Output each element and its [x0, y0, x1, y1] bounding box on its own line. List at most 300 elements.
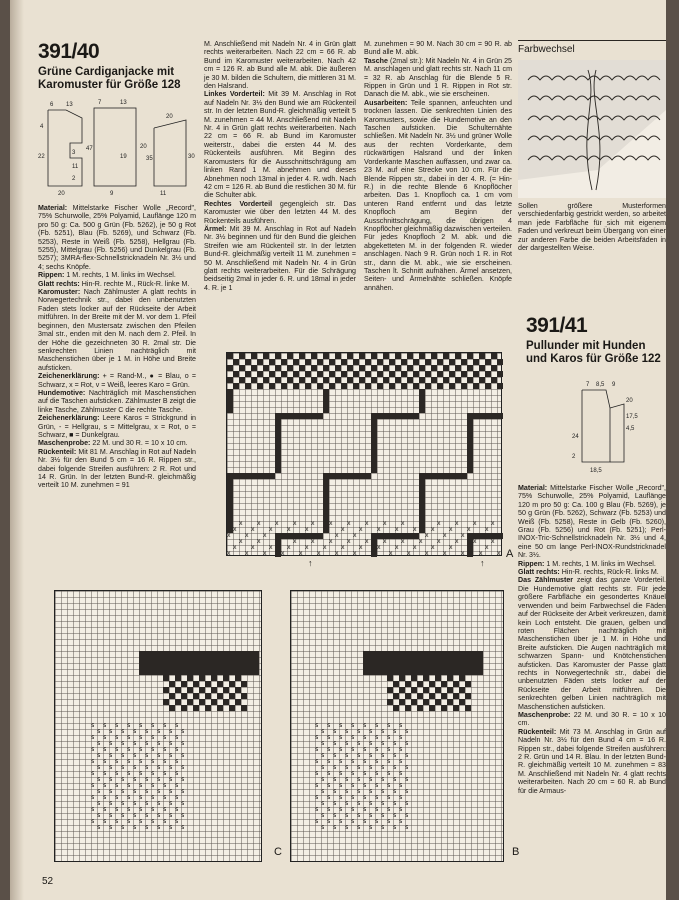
chart-cell-symbol: x [239, 538, 243, 545]
paragraph-heading: Ärmel: [204, 224, 227, 233]
chart-cell-symbol: s [115, 770, 119, 777]
chart-cell-symbol: s [405, 752, 409, 759]
chart-cell-symbol: x [467, 526, 471, 533]
chart-cell-symbol: s [399, 806, 403, 813]
chart-cell-symbol: s [157, 800, 161, 807]
chart-cell-symbol: s [375, 758, 379, 765]
chart-cell-symbol: x [287, 544, 291, 551]
chart-cell-symbol: s [127, 770, 131, 777]
chart-cell-symbol: s [339, 794, 343, 801]
chart-cell-symbol: s [381, 812, 385, 819]
chart-cell-symbol: x [449, 544, 453, 551]
chart-cell-symbol: s [91, 794, 95, 801]
paragraph-text: gegengleich str. Das Karomuster wie über den letzten 44 M. des Rückenteils ausführen. [204, 199, 356, 225]
chart-cell-symbol: s [115, 806, 119, 813]
chart-cell-symbol: x [485, 526, 489, 533]
chart-cell-symbol: s [393, 776, 397, 783]
chart-cell-symbol: s [163, 794, 167, 801]
chart-cell-symbol: s [399, 758, 403, 765]
chart-cell-filled [465, 705, 471, 711]
schematic-label: 24 [572, 434, 579, 440]
chart-cell-symbol: s [315, 782, 319, 789]
chart-cell-symbol: s [121, 764, 125, 771]
schematic-label: 2 [72, 176, 76, 182]
chart-cell-symbol: s [327, 770, 331, 777]
chart-cell-symbol: x [377, 544, 381, 551]
chart-cell-symbol: s [363, 782, 367, 789]
chart-cell-symbol: s [175, 722, 179, 729]
schematic-label: 35 [146, 156, 153, 162]
chart-cell-symbol: s [139, 782, 143, 789]
chart-cell-symbol: s [345, 740, 349, 747]
chart-cell-symbol: x [479, 550, 483, 557]
chart-cell-symbol: x [329, 520, 333, 527]
schematic-label: 11 [160, 191, 167, 197]
chart-cell-symbol: s [363, 806, 367, 813]
chart-cell-symbol: s [133, 776, 137, 783]
paragraph-heading: Karomuster: [38, 288, 81, 297]
instructions-column-4 [518, 484, 666, 795]
paragraph-text: Mit 73 M. Anschlag in Grün auf Nadeln Nr. 3½ für den Bund 4 cm = 16 R. Rippen str., dabei folgende Streifen ausführen: 2 R. Grün und 14 R. Blau. In der letzten Bund-R. gleichmäßig verteilt 10 M. zunehmen = 83 M. Anschließend mit Nadeln Nr. 4 glatt rechts weiterarbeiten. Nach 20 cm = 60 R. ab Bund für die Armaus- [518, 727, 666, 795]
chart-cell-symbol: x [431, 526, 435, 533]
chart-cell-symbol: x [473, 520, 477, 527]
farbwechsel-title: Farbwechsel [518, 44, 575, 55]
chart-cell-symbol: s [181, 752, 185, 759]
chart-cell-symbol: s [345, 812, 349, 819]
chart-cell-symbol: s [97, 740, 101, 747]
chart-cell-symbol: s [157, 728, 161, 735]
chart-cell-symbol: x [377, 526, 381, 533]
chart-cell-filled [217, 705, 223, 711]
chart-cell-symbol: s [351, 758, 355, 765]
chart-cell-symbol: s [333, 752, 337, 759]
chart-cell-symbol: s [339, 806, 343, 813]
chart-cell-symbol: s [381, 776, 385, 783]
schematic-label: 9 [110, 191, 114, 197]
schematic-label: 2 [572, 454, 576, 460]
chart-cell-symbol: s [169, 752, 173, 759]
paragraph-text: Nachträglich mit Maschenstichen auf die Taschen aufsticken. Zählmuster B zeigt die linke Tasche, Zählmuster C die rechte Tasche. [38, 388, 196, 414]
chart-cell-symbol: s [133, 824, 137, 831]
instructions-column-2 [204, 40, 356, 292]
paragraph-heading: Rippen: [38, 271, 65, 280]
paragraph [38, 414, 196, 439]
chart-cell-symbol: x [257, 520, 261, 527]
chart-cell-symbol: s [363, 770, 367, 777]
chart-cell-filled [241, 693, 247, 699]
chart-cell-symbol: x [293, 538, 297, 545]
chart-cell-symbol: s [357, 800, 361, 807]
chart-cell-symbol: s [399, 794, 403, 801]
chart-cell-symbol: x [263, 532, 267, 539]
chart-cell-symbol: s [351, 722, 355, 729]
chart-cell-symbol: s [393, 740, 397, 747]
chart-cell-symbol: s [133, 752, 137, 759]
chart-cell-symbol: s [369, 728, 373, 735]
paragraph-text: zeigt das ganze Vorderteil. Die Hundemotive glatt rechts str. Für jede größere Farbfläche ein gesondertes Knäuel verwenden und beim Farbwechsel die Fäden auf der Rückseite der Arbeit verkreuzen, damit kein Loch entsteht. Die grauen, gelben und roten Flächen nachträglich mit Maschenstichen über je 1 M. in Höhe und Breite aufsticken. Die Augen nachträglich mit schwarzen Spann- und Knötchenstichen aufsticken. Das Karomuster der Passe glatt rechts in Norwegertechnik str., dabei die unbenutzten Fäden stets locker auf der Rückseite der Arbeit mitführen. Die senkrechten gelben Linien nachträglich mit Maschenstichen aufsticken. [518, 576, 666, 711]
chart-cell-symbol: x [359, 544, 363, 551]
paragraph-heading: Zeichenerklärung: [38, 414, 100, 423]
chart-cell-filled [269, 473, 275, 479]
chart-cell-symbol: s [109, 740, 113, 747]
chart-cell-symbol: s [381, 752, 385, 759]
chart-cell-symbol: s [115, 782, 119, 789]
schematic-label: 47 [86, 146, 93, 152]
chart-cell-symbol: s [405, 800, 409, 807]
paragraph [518, 711, 666, 728]
chart-cell-symbol: s [91, 722, 95, 729]
chart-cell-symbol: s [91, 746, 95, 753]
chart-cell-filled [241, 705, 247, 711]
paragraph-text: Leere Karos = Strickgrund in Grün, - = Hellgrau, s = Mittelgrau, x = Rot, o = Schwarz, ■ = Dunkelgrau. [38, 414, 196, 439]
chart-cell-symbol: s [97, 776, 101, 783]
knitting-chart-c [54, 590, 262, 862]
chart-cell-symbol: s [115, 734, 119, 741]
chart-cell-symbol: s [315, 770, 319, 777]
chart-cell-symbol: s [121, 824, 125, 831]
paragraph-text: Mittelstarke Fischer Wolle „Record", 75% Schurwolle, 25% Polyamid, Lauflänge 120 m pro 50 g: Ca. 100 g Blau (Fb. 5269), je 50 g Grün (Fb. 5262), Schwarz (Fb. 5253) und Weiß (Fb. 5258), Reste in Gelb (Fb. 5260), Grau (Fb. 5256) und Rot (Fb. 5251); Perl-INOX-Tric-Schnellstricknadeln Nr. 3½ und 4, eine 50 cm lange Perl-INOX-Rundstricknadel Nr. 3½. [518, 484, 666, 560]
chart-cell-symbol: s [381, 764, 385, 771]
chart-cell-filled [227, 407, 233, 413]
chart-cell-filled [417, 705, 423, 711]
paragraph-text: Teile spannen, anfeuchten und trocknen lassen. Die senkrechten Linien des Karomusters, sowie die Hundemotive an den Taschen aufsticken. Die Schulternähte schließen. Mit Nadeln Nr. 3½ und grüner Wolle aus der rechten Vorderkante, dem rückwärtigen Halsrand und der linken Vorderkante Maschen auffassen, und zwar ca. 23 M. auf eine Strecke von 10 cm. Für die Blende Rippen str., dabei in der 4. R. (= Hin-R.) in die rechte Blende 6 Knopflöcher arbeiten. Das 1. Knopfloch ca. 1 cm vom unteren Rand entfernt und das letzte Knopfloch am Beginn der Ausschnittschrägung, die übrigen 4 Knopflöcher gleichmäßig dazwischen verteilen. Für jedes Knopfloch 2 M. abk. und die abgeketteten M. in der folgenden R. wieder anschlagen. Nach 9 R. Grün noch 1 R. in Rot str., dann die M. abk., wie sie erscheinen. Taschen lt. Schnitt aufnähen. Ärmel ansetzen, Seiten- und Ärmelnähte schließen. Knöpfe annähen. [364, 98, 512, 292]
chart-cell-symbol: s [151, 770, 155, 777]
chart-cell-symbol: s [405, 776, 409, 783]
chart-cell-symbol: s [175, 734, 179, 741]
chart-cell-filled [485, 383, 491, 389]
chart-cell-symbol: s [151, 818, 155, 825]
paragraph-text: M. zunehmen = 90 M. Nach 30 cm = 90 R. ab Bund alle M. abk. [364, 40, 512, 57]
chart-cell-symbol: s [139, 734, 143, 741]
chart-cell-symbol: s [351, 746, 355, 753]
paragraph-heading: Rückenteil: [518, 727, 557, 736]
chart-cell-symbol: s [139, 794, 143, 801]
chart-cell-symbol: s [103, 806, 107, 813]
chart-cell-symbol: s [357, 752, 361, 759]
chart-cell-symbol: s [145, 752, 149, 759]
schematic-label: 18,5 [590, 468, 602, 474]
article-number: 391/41 [526, 314, 588, 337]
chart-cell-symbol: s [321, 764, 325, 771]
chart-cell-symbol: x [353, 550, 357, 557]
chart-cell-filled [353, 383, 359, 389]
chart-cell-symbol: s [333, 740, 337, 747]
chart-cell-symbol: s [381, 800, 385, 807]
chart-cell-filled [293, 383, 299, 389]
chart-cell-filled [317, 533, 323, 539]
chart-cell-symbol: s [339, 722, 343, 729]
chart-cell-symbol: s [333, 788, 337, 795]
chart-cell-symbol: x [227, 550, 231, 557]
chart-cell-symbol: x [335, 532, 339, 539]
chart-cell-symbol: s [327, 794, 331, 801]
chart-cell-symbol: s [315, 758, 319, 765]
chart-cell-symbol: s [145, 812, 149, 819]
chart-cell-filled [323, 407, 329, 413]
chart-cell-filled [425, 383, 431, 389]
chart-cell-symbol: s [139, 758, 143, 765]
instructions-column-3 [364, 40, 512, 292]
chart-cell-filled [497, 371, 503, 377]
chart-cell-symbol: s [145, 824, 149, 831]
paragraph [518, 576, 666, 711]
chart-cell-symbol: s [109, 764, 113, 771]
chart-cell-symbol: s [181, 824, 185, 831]
paragraph-text: (2mal str.): Mit Nadeln Nr. 4 in Grün 25 M. anschlagen und glatt rechts str. Nach 11 cm = 32 R. ab Anschlag für die Blende 5 R. Rippen in Grün und 1 R. Rippen in Rot str. Danach die M. abk., wie sie erscheinen. [364, 56, 512, 99]
chart-cell-symbol: s [109, 752, 113, 759]
chart-cell-symbol: s [393, 764, 397, 771]
chart-cell-symbol: x [239, 520, 243, 527]
chart-cell-symbol: x [311, 538, 315, 545]
chart-cell-symbol: x [281, 550, 285, 557]
chart-cell-symbol: s [151, 722, 155, 729]
paragraph-text: Mit 39 M. Anschlag in Rot auf Nadeln Nr. 3½ beginnen und für den Bund die gleichen Streifen wie am Rückenteil str. In der letzten Bund-R. gleichmäßig verteilt 11 M. zunehmen = 50 M. Anschließend mit Nadeln Nr. 4 in Grün glatt rechts weiterarbeiten. Für die Schrägung beidseitig 2mal in jeder 6. R. und 18mal in jeder 4. R. je 1 [204, 224, 356, 292]
chart-cell-symbol: s [327, 782, 331, 789]
chart-cell-filled [365, 383, 371, 389]
chart-cell-symbol: s [181, 776, 185, 783]
chart-label-a: A [506, 548, 514, 560]
chart-cell-symbol: s [175, 770, 179, 777]
chart-cell-symbol: x [437, 538, 441, 545]
chart-cell-symbol: s [351, 806, 355, 813]
paragraph-heading: Maschenprobe: [518, 710, 571, 719]
chart-cell-symbol: s [387, 770, 391, 777]
chart-cell-symbol: s [145, 800, 149, 807]
chart-cell-symbol: s [115, 722, 119, 729]
paragraph-text: Hin-R. rechte M., Rück-R. linke M. [79, 279, 190, 288]
page-number: 52 [42, 876, 54, 887]
chart-cell-filled [245, 383, 251, 389]
chart-cell-symbol: s [163, 770, 167, 777]
chart-cell-symbol: s [387, 746, 391, 753]
chart-cell-symbol: s [387, 734, 391, 741]
chart-cell-filled [419, 407, 425, 413]
chart-cell-symbol: s [315, 746, 319, 753]
chart-cell-symbol: x [251, 526, 255, 533]
paragraph [204, 90, 356, 199]
chart-cell-symbol: s [163, 722, 167, 729]
chart-cell-symbol: x [413, 526, 417, 533]
paragraph-text: 22 M. und 30 R. = 10 x 10 cm. [90, 439, 188, 448]
chart-cell-filled [413, 413, 419, 419]
chart-cell-symbol: s [315, 818, 319, 825]
chart-cell-filled [305, 383, 311, 389]
chart-cell-symbol: x [455, 520, 459, 527]
chart-cell-filled [497, 413, 503, 419]
chart-cell-filled [323, 527, 329, 533]
chart-cell-filled [473, 383, 479, 389]
chart-cell-symbol: s [145, 740, 149, 747]
chart-cell-symbol: s [91, 782, 95, 789]
chart-cell-symbol: s [393, 812, 397, 819]
chart-cell-filled [497, 383, 503, 389]
chart-cell-symbol: s [97, 752, 101, 759]
chart-cell-filled [257, 383, 263, 389]
chart-cell-filled [449, 383, 455, 389]
chart-cell-symbol: s [151, 782, 155, 789]
paragraph-text: + = Rand-M., ● = Blau, o = Schwarz, x = Rot, v = Weiß, leeres Karo = Grün. [38, 372, 196, 389]
chart-cell-symbol: x [305, 526, 309, 533]
chart-cell-symbol: x [329, 538, 333, 545]
chart-cell-symbol: s [333, 776, 337, 783]
paragraph-heading: Material: [518, 484, 548, 492]
chart-cell-symbol: s [387, 794, 391, 801]
chart-cell-symbol: s [181, 800, 185, 807]
chart-cell-symbol: s [127, 794, 131, 801]
paragraph [204, 200, 356, 225]
chart-cell-symbol: x [305, 544, 309, 551]
chart-cell-symbol: s [133, 812, 137, 819]
chart-cell-filled [461, 473, 467, 479]
chart-cell-symbol: x [353, 532, 357, 539]
schematic-label: 11 [72, 164, 79, 170]
paragraph [364, 57, 512, 99]
chart-cell-symbol: s [121, 740, 125, 747]
chart-cell-symbol: s [163, 818, 167, 825]
paragraph [364, 40, 512, 57]
chart-cell-symbol: s [339, 770, 343, 777]
chart-cell-symbol: s [375, 806, 379, 813]
chart-cell-symbol: s [363, 746, 367, 753]
chart-cell-symbol: x [491, 520, 495, 527]
chart-cell-symbol: s [339, 818, 343, 825]
color-change-illustration [518, 60, 666, 198]
chart-cell-symbol: s [109, 800, 113, 807]
chart-cell-symbol: s [375, 818, 379, 825]
chart-cell-symbol: s [387, 782, 391, 789]
chart-cell-symbol: s [399, 734, 403, 741]
chart-cell-symbol: s [357, 740, 361, 747]
chart-cell-filled [497, 533, 503, 539]
chart-cell-symbol: s [321, 812, 325, 819]
chart-cell-filled [465, 693, 471, 699]
chart-cell-symbol: x [425, 532, 429, 539]
paragraph-text: Hin-R. rechts, Rück-R. links M. [559, 568, 659, 577]
chart-cell-symbol: s [145, 788, 149, 795]
chart-cell-symbol: s [109, 788, 113, 795]
chart-cell-symbol: s [399, 722, 403, 729]
chart-cell-symbol: s [327, 734, 331, 741]
schematic-label: 20 [166, 114, 173, 120]
chart-cell-symbol: x [425, 550, 429, 557]
chart-label-b: B [512, 846, 520, 858]
chart-cell-symbol: s [315, 734, 319, 741]
chart-cell-symbol: s [363, 818, 367, 825]
chart-cell-symbol: s [127, 782, 131, 789]
chart-cell-symbol: s [115, 758, 119, 765]
chart-cell-symbol: s [333, 800, 337, 807]
chart-cell-filled [169, 705, 175, 711]
chart-cell-symbol: s [169, 812, 173, 819]
chart-cell-symbol: x [491, 538, 495, 545]
paragraph [38, 271, 196, 279]
chart-cell-filled [253, 669, 259, 675]
chart-cell-symbol: s [103, 782, 107, 789]
chart-cell-symbol: s [97, 812, 101, 819]
chart-cell-symbol: s [91, 770, 95, 777]
chart-cell-symbol: x [365, 520, 369, 527]
chart-cell-symbol: s [145, 776, 149, 783]
chart-cell-filled [371, 551, 377, 557]
chart-cell-symbol: s [97, 764, 101, 771]
chart-cell-symbol: s [181, 740, 185, 747]
chart-cell-symbol: s [139, 818, 143, 825]
chart-cell-symbol: x [395, 544, 399, 551]
chart-cell-filled [329, 383, 335, 389]
chart-cell-symbol: x [335, 550, 339, 557]
chart-cell-symbol: s [97, 824, 101, 831]
chart-cell-filled [467, 467, 473, 473]
chart-cell-symbol: s [163, 806, 167, 813]
chart-cell-symbol: s [405, 728, 409, 735]
chart-cell-symbol: x [299, 550, 303, 557]
paragraph-heading: Glatt rechts: [518, 568, 560, 577]
chart-cell-symbol: s [345, 824, 349, 831]
chart-cell-filled [269, 383, 275, 389]
chart-cell-symbol: s [393, 752, 397, 759]
chart-cell-symbol: s [405, 812, 409, 819]
arrow-marker: ↑ [308, 558, 313, 568]
chart-cell-symbol: s [375, 782, 379, 789]
paragraph-heading: Rechtes Vorderteil [204, 199, 273, 208]
paragraph-text: Mit 81 M. Anschlag in Rot auf Nadeln Nr. 3½ für den Bund 5 cm = 16 R. Rippen str., dabei folgende Streifen ausführen: 2 R. Rot und 14 R. Grün. In der letzten Bund-R. gleichmäßig verteilt 10 M. zunehmen = 91 [38, 447, 196, 490]
chart-cell-symbol: s [169, 740, 173, 747]
chart-cell-symbol: s [405, 764, 409, 771]
paragraph [518, 568, 666, 576]
chart-cell-symbol: s [97, 728, 101, 735]
chart-cell-symbol: s [157, 812, 161, 819]
chart-cell-symbol: s [393, 728, 397, 735]
schematic-label: 20 [58, 191, 65, 197]
chart-cell-symbol: x [227, 532, 231, 539]
chart-cell-filled [453, 705, 459, 711]
paragraph-heading: Linkes Vorderteil: [204, 90, 265, 99]
chart-cell-symbol: s [109, 728, 113, 735]
chart-cell-symbol: s [163, 782, 167, 789]
chart-cell-symbol: s [103, 746, 107, 753]
chart-cell-symbol: x [359, 526, 363, 533]
chart-cell-symbol: s [357, 776, 361, 783]
divider [518, 40, 666, 41]
chart-cell-symbol: s [375, 722, 379, 729]
chart-cell-symbol: x [257, 538, 261, 545]
chart-cell-symbol: s [181, 812, 185, 819]
paragraph-heading: Rippen: [518, 559, 545, 568]
chart-cell-symbol: s [151, 746, 155, 753]
chart-cell-filled [441, 705, 447, 711]
chart-cell-symbol: s [339, 746, 343, 753]
knitting-chart-b [290, 590, 504, 862]
chart-cell-symbol: s [91, 758, 95, 765]
chart-cell-symbol: s [97, 800, 101, 807]
chart-cell-symbol: s [351, 794, 355, 801]
chart-cell-symbol: x [263, 550, 267, 557]
chart-cell-symbol: s [369, 800, 373, 807]
schematic-label: 7 [586, 382, 590, 388]
schematic-label: 4 [40, 124, 44, 130]
chart-cell-filled [467, 551, 473, 557]
paragraph [204, 225, 356, 292]
chart-cell-symbol: x [419, 538, 423, 545]
paragraph-text: 1 M. rechts, 1 M. links im Wechsel. [64, 271, 176, 280]
chart-cell-symbol: s [175, 806, 179, 813]
chart-cell-symbol: s [139, 806, 143, 813]
chart-cell-filled [465, 681, 471, 687]
chart-cell-symbol: x [233, 526, 237, 533]
paragraph [38, 448, 196, 490]
chart-cell-symbol: s [315, 794, 319, 801]
chart-cell-filled [281, 383, 287, 389]
